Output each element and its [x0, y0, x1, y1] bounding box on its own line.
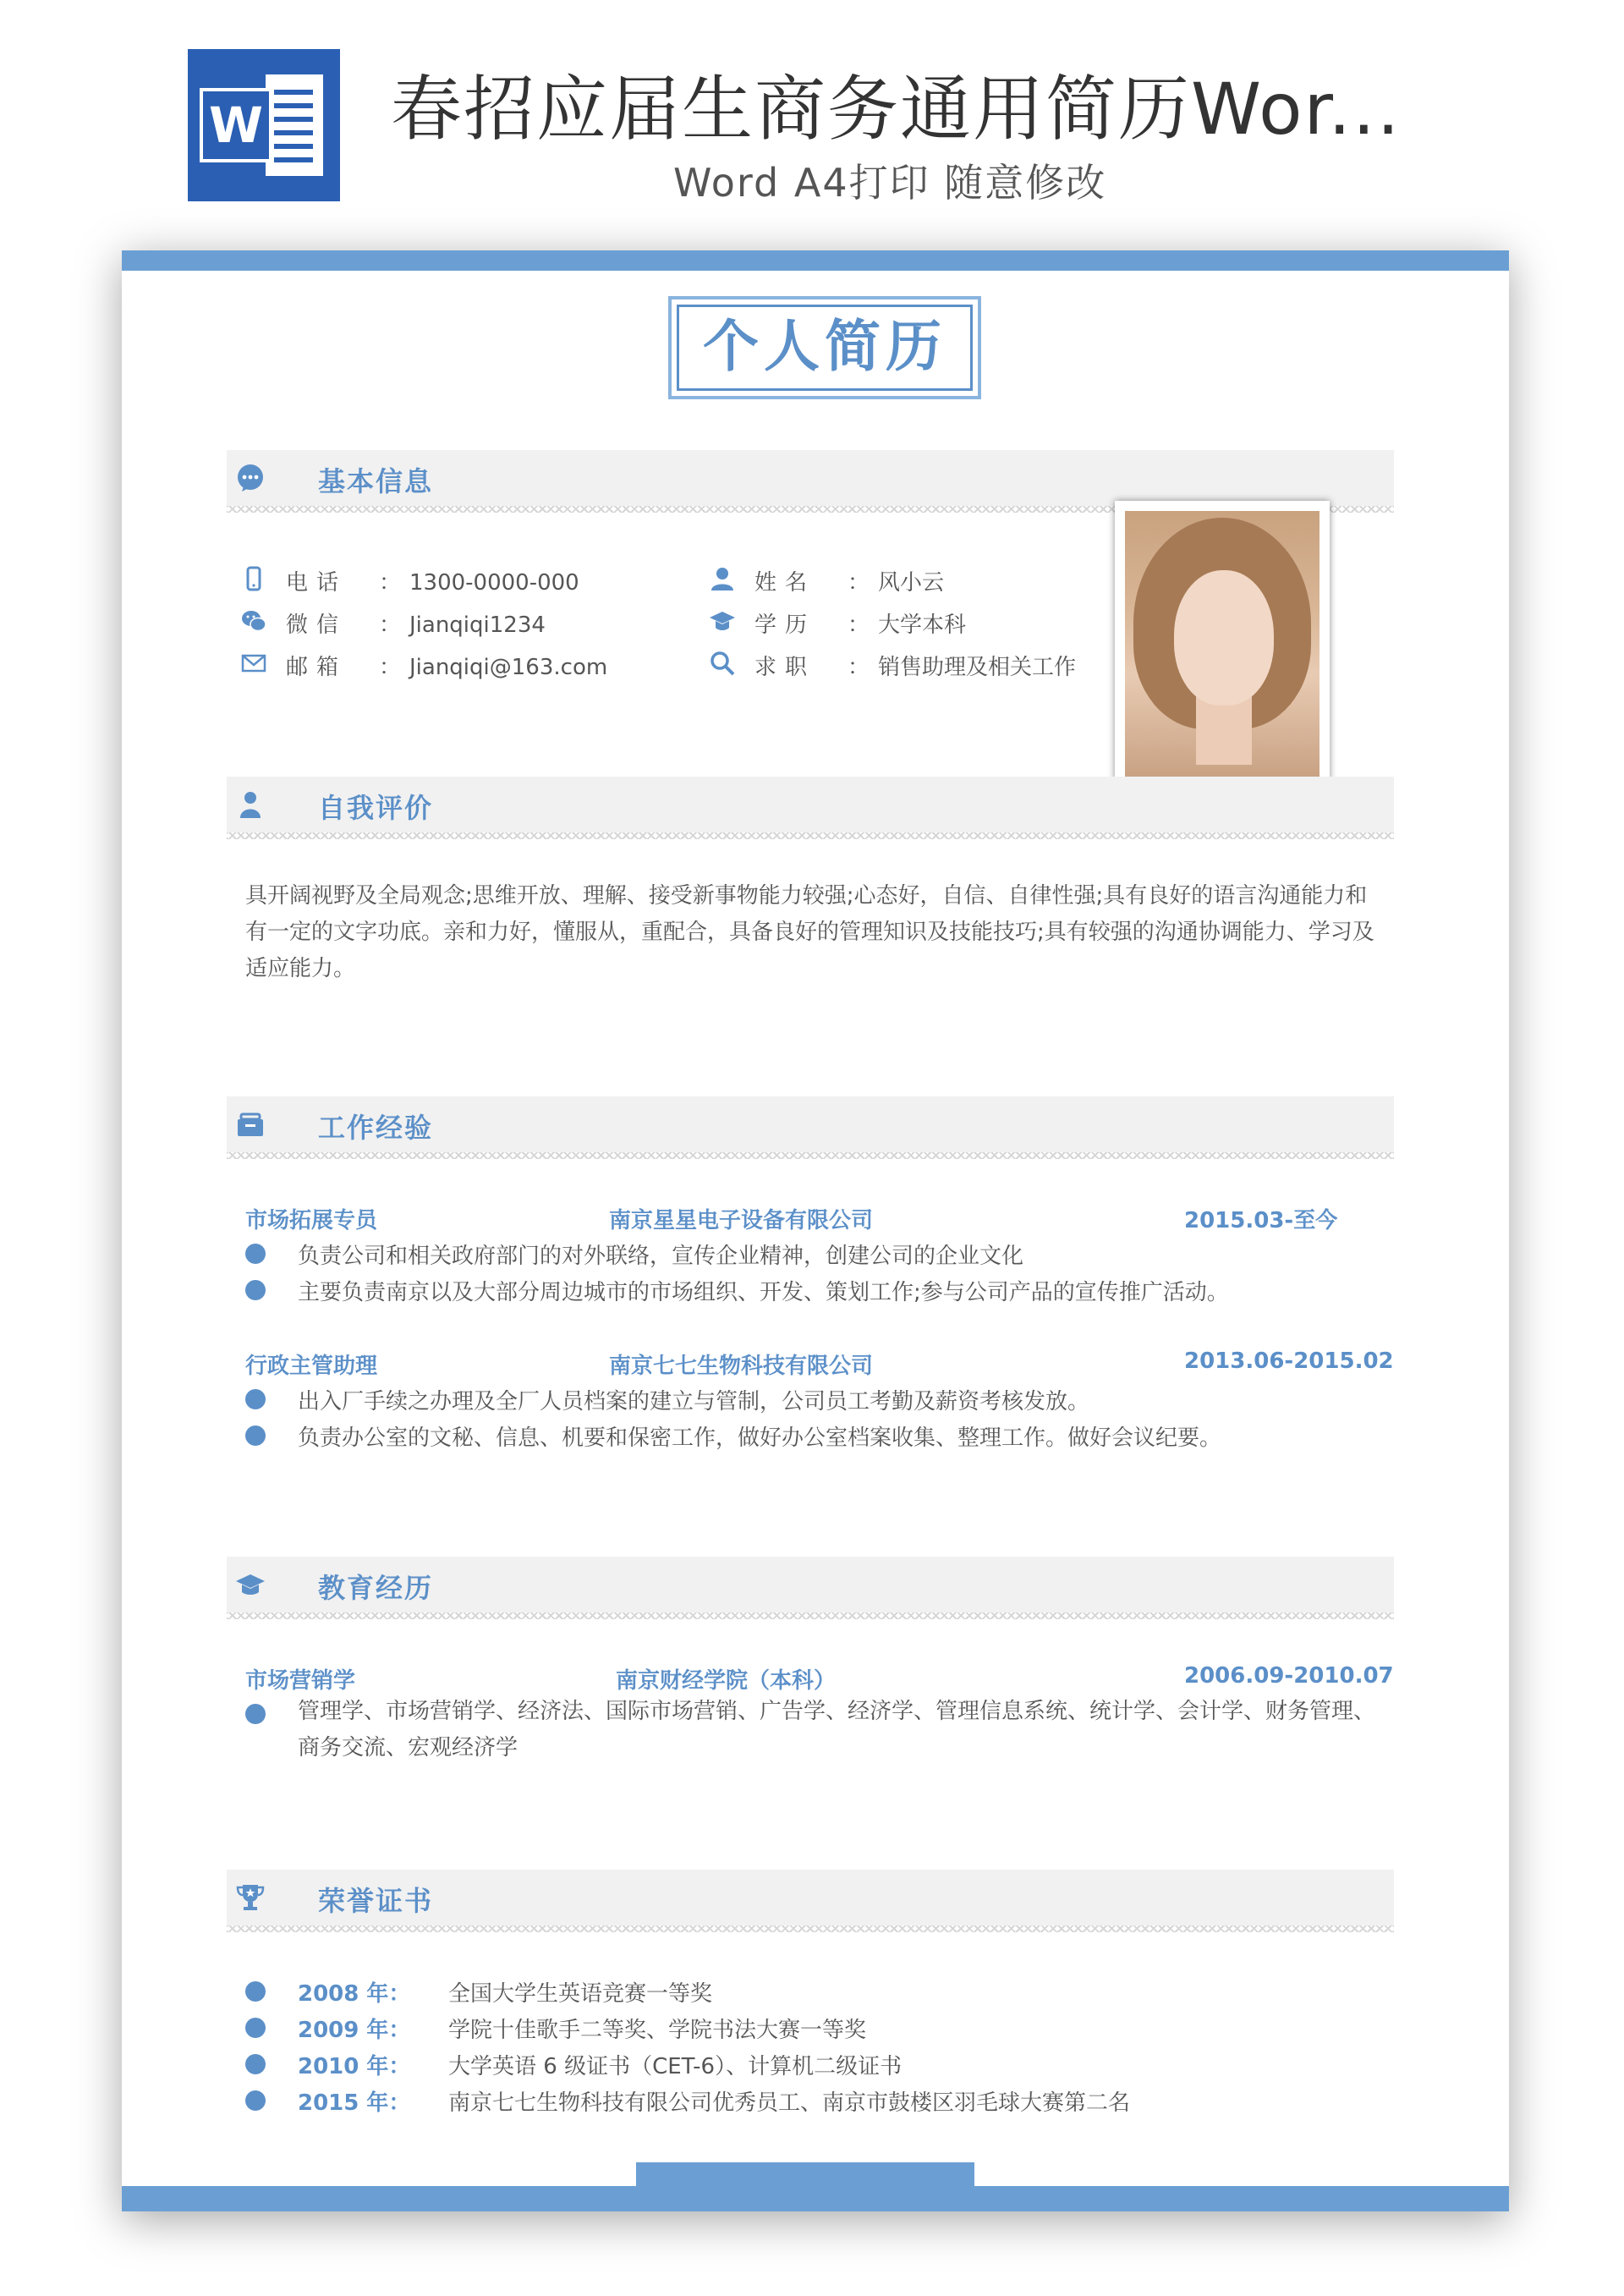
- paper-bottom-tab: [636, 2162, 974, 2186]
- zigzag-divider: [227, 832, 1394, 839]
- info-phone: 电话 ： 1300-0000-000: [286, 570, 579, 596]
- education-period: 2006.09-2010.07: [1184, 1663, 1394, 1689]
- profile-photo: [1115, 501, 1330, 794]
- person-icon: [709, 565, 736, 592]
- wechat-icon: [240, 607, 267, 634]
- resume-title: 个人简历: [677, 305, 973, 391]
- bullet-dot: [245, 1280, 266, 1300]
- wechat-value: Jianqiqi1234: [409, 612, 546, 638]
- info-wechat: 微信 ： Jianqiqi1234: [286, 612, 546, 638]
- trophy-icon: [235, 1882, 266, 1913]
- bullet-dot: [245, 1704, 266, 1724]
- phone-icon: [240, 565, 267, 592]
- search-icon: [709, 650, 736, 677]
- section-title-self-evaluation: 自我评价: [318, 792, 434, 824]
- profile-photo-image: [1125, 511, 1320, 783]
- section-self-evaluation: [227, 777, 1394, 832]
- honor-3-text: 大学英语 6 级证书（CET-6）、计算机二级证书: [448, 2054, 903, 2079]
- zigzag-divider: [227, 1925, 1394, 1932]
- self-evaluation-text: 具开阔视野及全局观念;思维开放、理解、接受新事物能力较强;心态好，自信、自律性强;具有良好的语言沟通能力和有一定的文字功底。亲和力好，懂服从，重配合，具备良好的管理知识及技能技巧;具有较强的沟通协调能力、学习及适应能力。: [245, 883, 1374, 981]
- email-value: Jianqiqi@163.com: [409, 655, 608, 680]
- honor-4-text: 南京七七生物科技有限公司优秀员工、南京市鼓楼区羽毛球大赛第二名: [448, 2090, 1131, 2116]
- honor-2-year: 2009 年：: [298, 2018, 411, 2043]
- person-icon: [235, 789, 266, 820]
- honor-1-text: 全国大学生英语竞赛一等奖: [448, 1981, 713, 2007]
- word-app-icon: [188, 49, 340, 201]
- education-major: 市场营销学: [245, 1668, 356, 1694]
- phone-value: 1300-0000-000: [409, 570, 579, 596]
- job-2-duty-1: 出入厂手续之办理及全厂人员档案的建立与管制，公司员工考勤及薪资考核发放。: [298, 1389, 1090, 1414]
- job-1-duty-1: 负责公司和相关政府部门的对外联络，宣传企业精神，创建公司的企业文化: [298, 1244, 1024, 1269]
- section-education: [227, 1557, 1394, 1612]
- section-work-experience: [227, 1096, 1394, 1152]
- info-email: 邮箱 ： Jianqiqi@163.com: [286, 655, 608, 680]
- paper-bottom-bar: [122, 2186, 1509, 2211]
- section-honors: [227, 1870, 1394, 1925]
- bullet-dot: [245, 2018, 266, 2038]
- honor-2-text: 学院十佳歌手二等奖、学院书法大赛一等奖: [448, 2018, 867, 2043]
- education-courses: 管理学、市场营销学、经济法、国际市场营销、广告学、经济学、管理信息系统、统计学、会计学、财务管理、商务交流、宏观经济学: [298, 1699, 1376, 1760]
- document-title: 春招应届生商务通用简历Wor...: [391, 68, 1402, 151]
- job-1-position: 市场拓展专员: [245, 1208, 378, 1233]
- document-page-icon: [266, 74, 323, 176]
- section-title-education: 教育经历: [318, 1572, 434, 1604]
- section-title-basic-info: 基本信息: [318, 465, 434, 497]
- bullet-dot: [245, 1425, 266, 1446]
- section-title-honors: 荣誉证书: [318, 1885, 434, 1917]
- paper-top-bar: [122, 250, 1509, 271]
- job-1-company: 南京星星电子设备有限公司: [609, 1208, 874, 1233]
- info-objective: 求职 ： 销售助理及相关工作: [754, 655, 1077, 680]
- info-degree: 学历 ： 大学本科: [754, 612, 967, 638]
- section-title-work-experience: 工作经验: [318, 1112, 434, 1144]
- info-name: 姓名 ： 风小云: [754, 570, 945, 596]
- degree-value: 大学本科: [878, 612, 967, 638]
- resume-title-box: [668, 296, 981, 399]
- bullet-dot: [245, 2054, 266, 2074]
- name-value: 风小云: [878, 570, 945, 596]
- education-school: 南京财经学院（本科）: [616, 1668, 837, 1694]
- bullet-dot: [245, 1981, 266, 2002]
- word-letter: W: [200, 88, 272, 162]
- section-basic-info: [227, 450, 1394, 506]
- honor-1-year: 2008 年：: [298, 1981, 411, 2007]
- document-subtitle: Word A4打印 随意修改: [673, 160, 1107, 206]
- job-1-duty-2: 主要负责南京以及大部分周边城市的市场组织、开发、策划工作;参与公司产品的宣传推广活动。: [298, 1280, 1229, 1305]
- job-2-period: 2013.06-2015.02: [1184, 1348, 1394, 1374]
- honor-4-year: 2015 年：: [298, 2090, 411, 2116]
- objective-value: 销售助理及相关工作: [878, 655, 1077, 680]
- briefcase-icon: [235, 1109, 266, 1140]
- job-2-position: 行政主管助理: [245, 1354, 378, 1379]
- bullet-dot: [245, 2090, 266, 2111]
- bullet-dot: [245, 1244, 266, 1264]
- zigzag-divider: [227, 1152, 1394, 1159]
- honor-3-year: 2010 年：: [298, 2054, 411, 2079]
- graduation-cap-icon: [235, 1569, 266, 1600]
- job-2-duty-2: 负责办公室的文秘、信息、机要和保密工作，做好办公室档案收集、整理工作。做好会议纪要。: [298, 1425, 1222, 1451]
- chat-bubble-icon: [235, 463, 266, 493]
- zigzag-divider: [227, 1612, 1394, 1619]
- job-2-company: 南京七七生物科技有限公司: [609, 1354, 874, 1379]
- bullet-dot: [245, 1389, 266, 1409]
- graduation-cap-icon: [709, 607, 736, 634]
- mail-icon: [240, 650, 267, 677]
- job-1-period: 2015.03-至今: [1184, 1208, 1338, 1233]
- resume-paper: [122, 250, 1509, 2211]
